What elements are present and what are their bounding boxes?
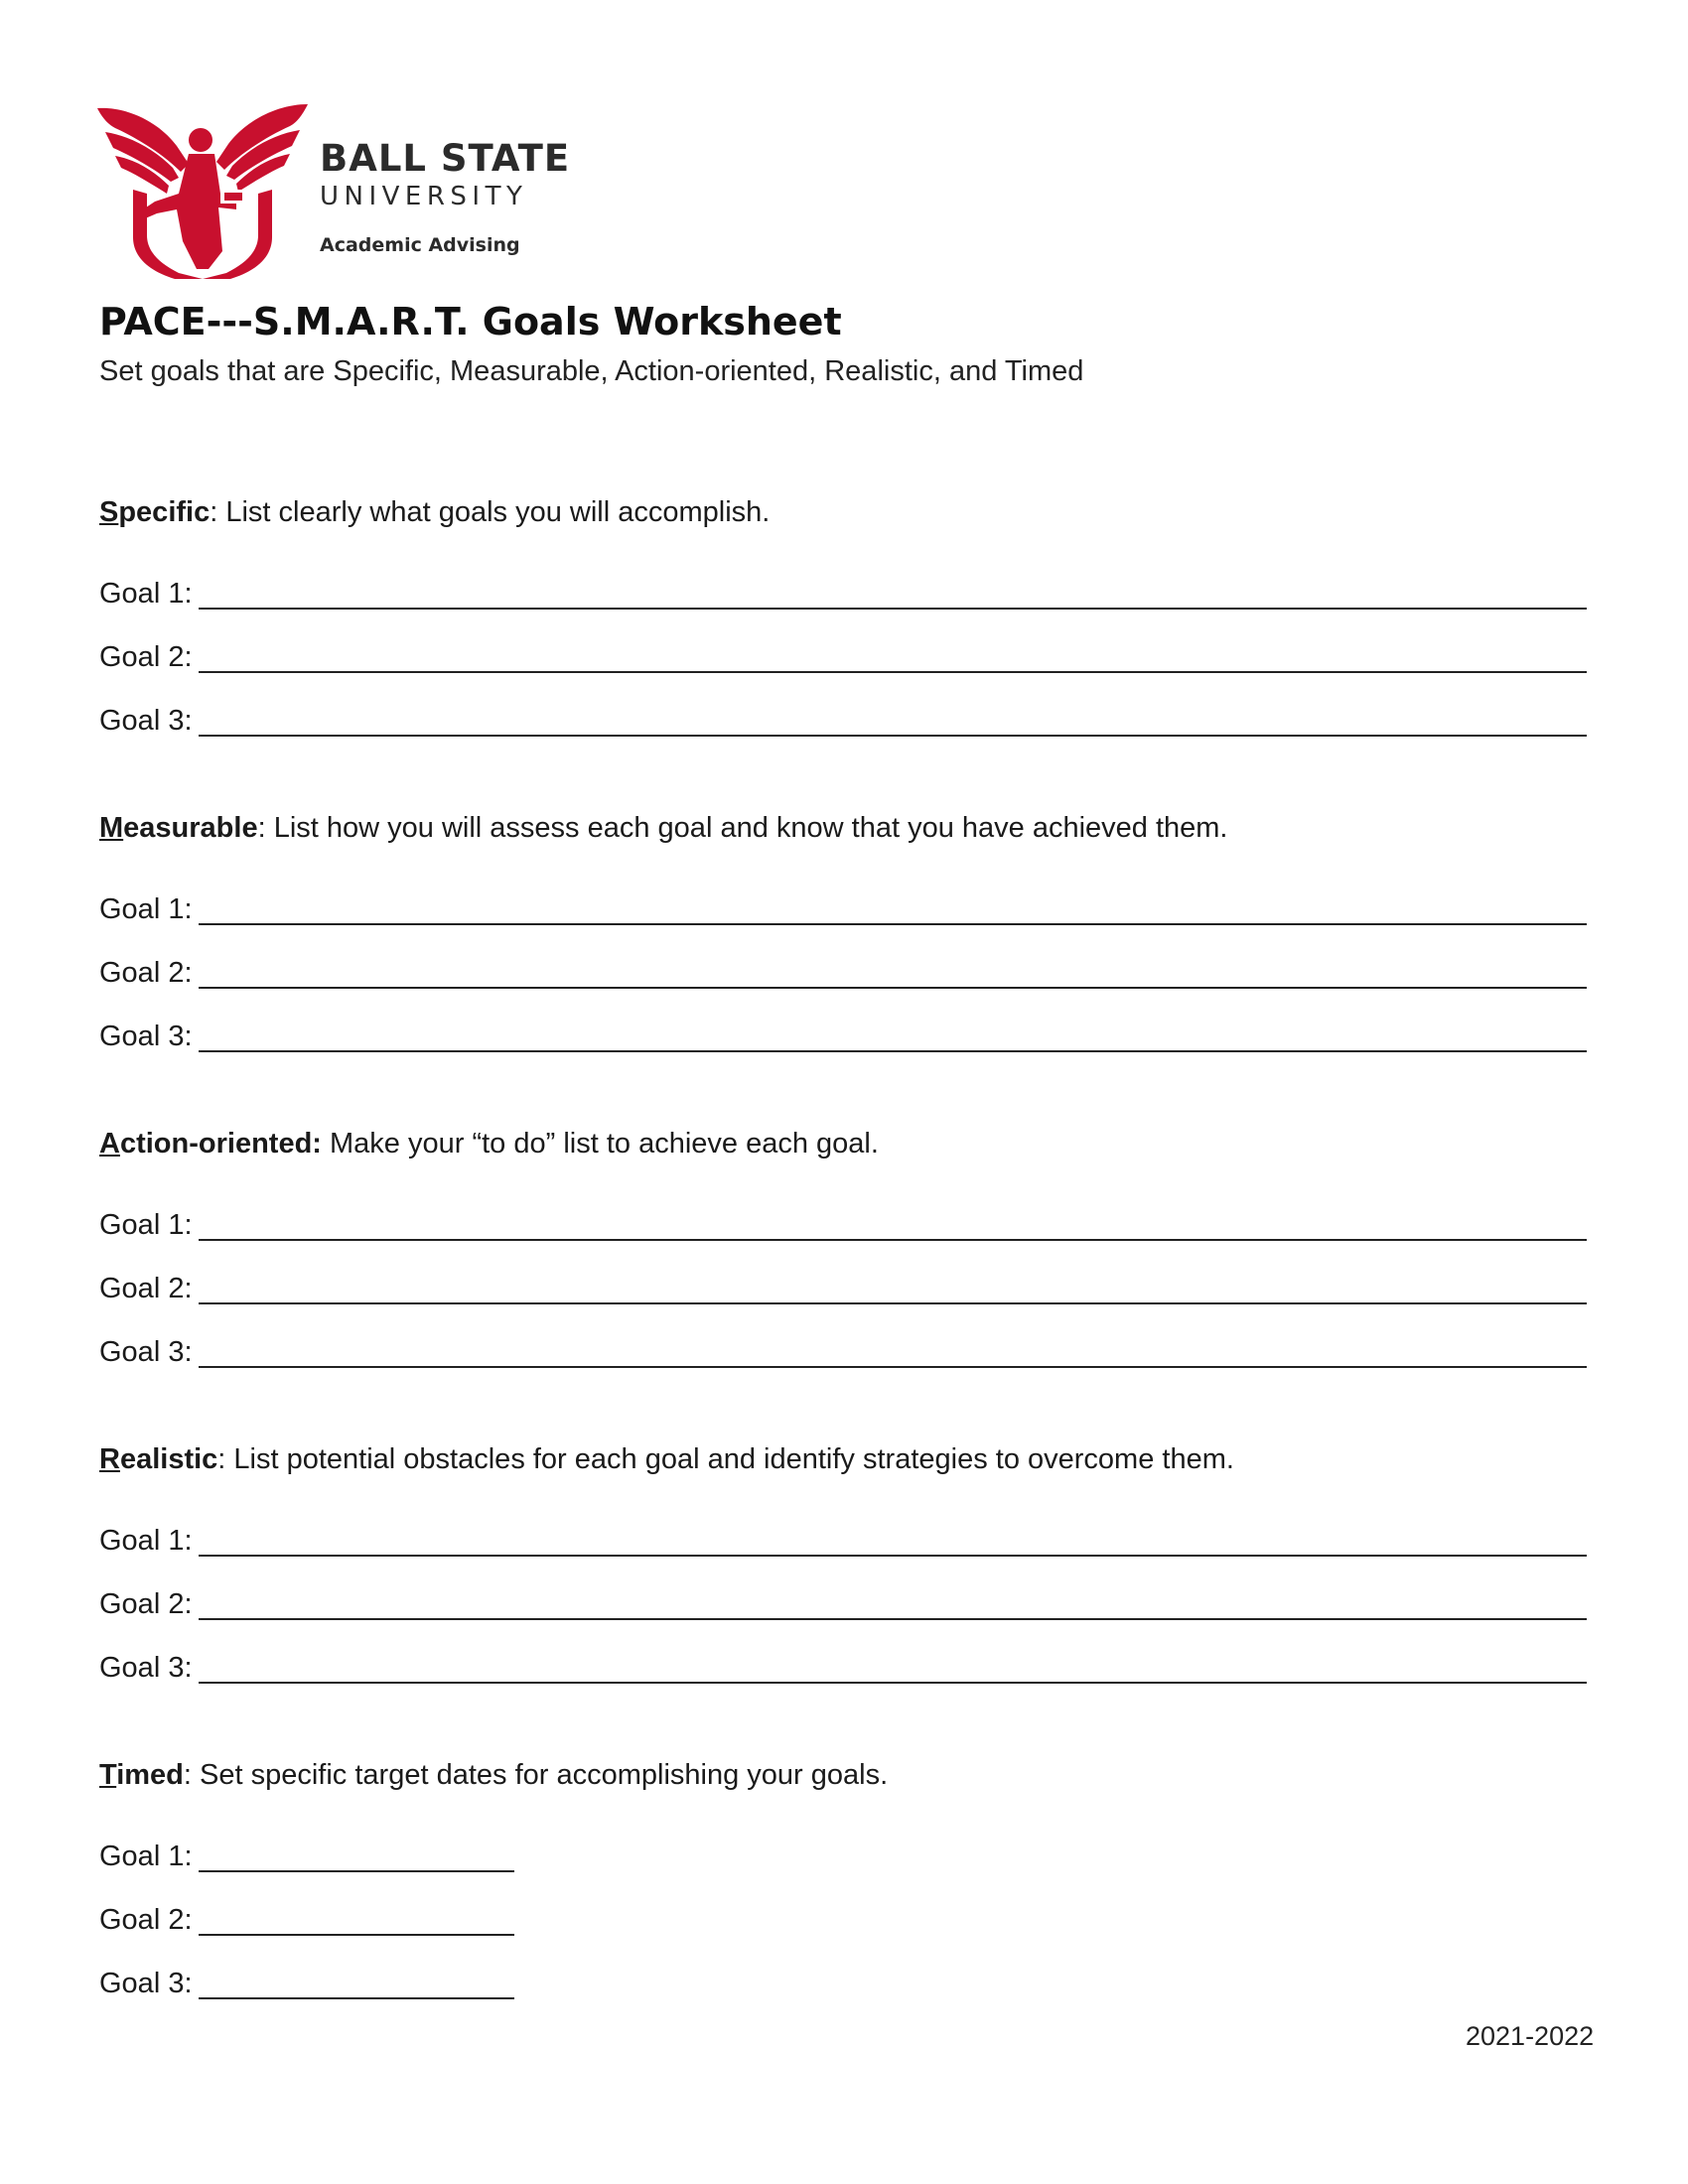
term-initial: T [99,1759,117,1791]
page-subtitle: Set goals that are Specific, Measurable, Action-oriented, Realistic, and Timed [99,355,1084,387]
goal-label: Goal 3: [99,1021,193,1052]
goal-answer-line[interactable] [199,1024,1587,1052]
goal-answer-line[interactable] [199,1972,514,1999]
term-rest: imed [116,1759,184,1791]
term-separator: : [210,496,218,528]
section-term [99,496,210,528]
section-measurable [99,812,1589,1052]
goal-label: Goal 1: [99,1841,193,1872]
term-initial: A [99,1128,120,1160]
goal-row [99,862,1589,925]
brand-name-line1: BALL STATE [320,137,571,180]
goal-label: Goal 1: [99,893,193,925]
section-action-oriented [99,1128,1589,1368]
goal-row [99,1557,1589,1620]
goal-answer-line[interactable] [199,1213,1587,1241]
section-description: List how you will assess each goal and know that you have achieved them. [265,812,1228,844]
goal-row [99,1304,1589,1368]
academic-year: 2021-2022 [1466,2021,1595,2051]
section-description: Make your “to do” list to achieve each goal. [321,1128,879,1160]
goal-label: Goal 2: [99,641,193,673]
university-wordmark [320,137,570,256]
goal-answer-line[interactable] [199,709,1587,737]
goal-answer-line[interactable] [199,582,1587,610]
goal-label: Goal 3: [99,1968,193,1999]
goal-answer-line[interactable] [199,897,1587,925]
section-term [99,1759,184,1791]
term-initial: M [99,812,124,844]
goal-answer-line[interactable] [199,1592,1587,1620]
goal-row [99,546,1589,610]
section-timed [99,1759,1589,1999]
goal-row [99,989,1589,1052]
goal-row [99,673,1589,737]
section-description: List potential obstacles for each goal and identify strategies to overcome them. [225,1443,1234,1475]
goal-label: Goal 2: [99,1588,193,1620]
goal-row [99,925,1589,989]
section-heading [99,1443,1589,1493]
goal-row [99,1936,1589,1999]
section-heading [99,812,1589,862]
section-specific [99,496,1589,737]
goal-row [99,1620,1589,1684]
goal-answer-line[interactable] [199,1340,1587,1368]
goal-row [99,1241,1589,1304]
brand-name-line2: UNIVERSITY [320,182,528,211]
goal-label: Goal 3: [99,705,193,737]
section-heading [99,496,1589,546]
goal-label: Goal 3: [99,1652,193,1684]
ball-state-cardinal-logo [97,102,308,279]
goal-label: Goal 2: [99,1904,193,1936]
term-separator: : [257,812,266,844]
goal-row [99,1177,1589,1241]
section-realistic [99,1443,1589,1684]
term-rest: pecific [118,496,211,528]
goal-label: Goal 1: [99,578,193,610]
term-separator: : [183,1759,192,1791]
section-term [99,1128,322,1160]
goal-label: Goal 1: [99,1525,193,1557]
goal-row [99,1493,1589,1557]
goal-label: Goal 2: [99,1273,193,1304]
goal-label: Goal 2: [99,957,193,989]
goal-row [99,1872,1589,1936]
term-initial: S [99,496,119,528]
goal-row [99,610,1589,673]
section-description: Set specific target dates for accomplishing your goals. [191,1759,889,1791]
term-rest: ealistic [119,1443,218,1475]
section-description: List clearly what goals you will accomplish. [217,496,771,528]
goal-row [99,1809,1589,1872]
section-term [99,812,258,844]
goal-answer-line[interactable] [199,645,1587,673]
goal-answer-line[interactable] [199,1277,1587,1304]
department-name: Academic Advising [320,234,520,256]
goal-answer-line[interactable] [199,961,1587,989]
term-rest: ction-oriented: [119,1128,322,1160]
goal-label: Goal 3: [99,1336,193,1368]
term-initial: R [99,1443,120,1475]
page-title: PACE---S.M.A.R.T. Goals Worksheet [99,300,842,343]
goal-answer-line[interactable] [199,1908,514,1936]
goal-answer-line[interactable] [199,1529,1587,1557]
section-heading [99,1759,1589,1809]
term-rest: easurable [123,812,258,844]
term-separator: : [217,1443,226,1475]
goal-answer-line[interactable] [199,1844,514,1872]
section-term [99,1443,217,1475]
section-heading [99,1128,1589,1177]
goal-answer-line[interactable] [199,1656,1587,1684]
goal-label: Goal 1: [99,1209,193,1241]
